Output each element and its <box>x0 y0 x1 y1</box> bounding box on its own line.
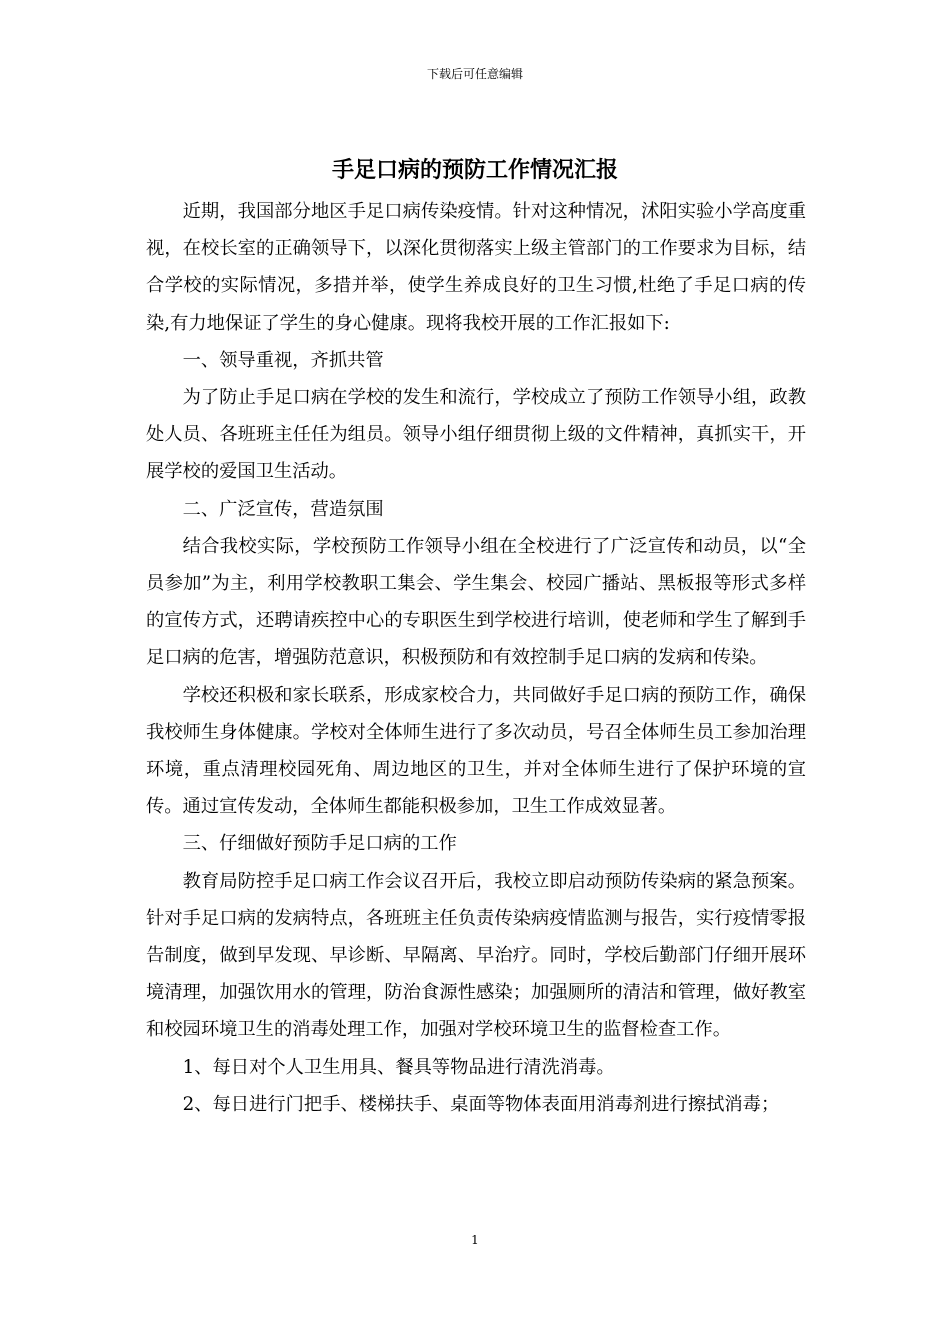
document-title: 手足口病的预防工作情况汇报 <box>331 157 618 183</box>
page-number: 1 <box>471 1233 479 1247</box>
page-header-note: 下载后可任意编辑 <box>426 67 523 81</box>
section-heading-2: 二、广泛宣传，营造氛围 <box>182 498 384 520</box>
paragraph-section-2b: 学校还积极和家长联系，形成家校合力，共同做好手足口病的预防工作，确保我校师生身体健康。学校对全体师生进行了多次动员，号召全体师生员工参加治理环境，重点清理校园死角、周边地区的卫生，并对全体师生进行了保护环境的宣传。通过宣传发动，全体师生都能积极参加，卫生工作成效显著。 <box>146 684 806 818</box>
paragraph-section-2a: 结合我校实际，学校预防工作领导小组在全校进行了广泛宣传和动员，以“全员参加”为主，利用学校教职工集会、学生集会、校园广播站、黑板报等形式多样的宣传方式，还聘请疾控中心的专职医生到学校进行培训，使老师和学生了解到手足口病的危害，增强防范意识，积极预防和有效控制手足口病的发病和传染。 <box>146 535 806 669</box>
paragraph-section-1: 为了防止手足口病在学校的发生和流行，学校成立了预防工作领导小组，政教处人员、各班班主任任为组员。领导小组仔细贯彻上级的文件精神，真抓实干，开展学校的爱国卫生活动。 <box>146 387 806 483</box>
section-heading-1: 一、领导重视，齐抓共管 <box>182 349 384 371</box>
paragraph-section-3: 教育局防控手足口病工作会议召开后，我校立即启动预防传染病的紧急预案。针对手足口病的发病特点，各班班主任负责传染病疫情监测与报告，实行疫情零报告制度，做到早发现、早诊断、早隔离、早治疗。同时，学校后勤部门仔细开展环境清理，加强饮用水的管理，防治食源性感染；加强厕所的清洁和管理，做好教室和校园环境卫生的消毒处理工作，加强对学校环境卫生的监督检查工作。 <box>146 870 806 1041</box>
paragraph-intro: 近期，我国部分地区手足口病传染疫情。针对这种情况，沭阳实验小学高度重视，在校长室的正确领导下，以深化贯彻落实上级主管部门的工作要求为目标，结合学校的实际情况，多措并举，使学生养成良好的卫生习惯,杜绝了手足口病的传染,有力地保证了学生的身心健康。现将我校开展的工作汇报如下: <box>146 201 806 334</box>
list-item-1: 1、每日对个人卫生用具、餐具等物品进行清洗消毒。 <box>182 1056 615 1078</box>
list-item-2: 2、每日进行门把手、楼梯扶手、桌面等物体表面用消毒剂进行擦拭消毒； <box>182 1093 780 1115</box>
document-body <box>146 193 806 1123</box>
section-heading-3: 三、仔细做好预防手足口病的工作 <box>182 833 457 855</box>
